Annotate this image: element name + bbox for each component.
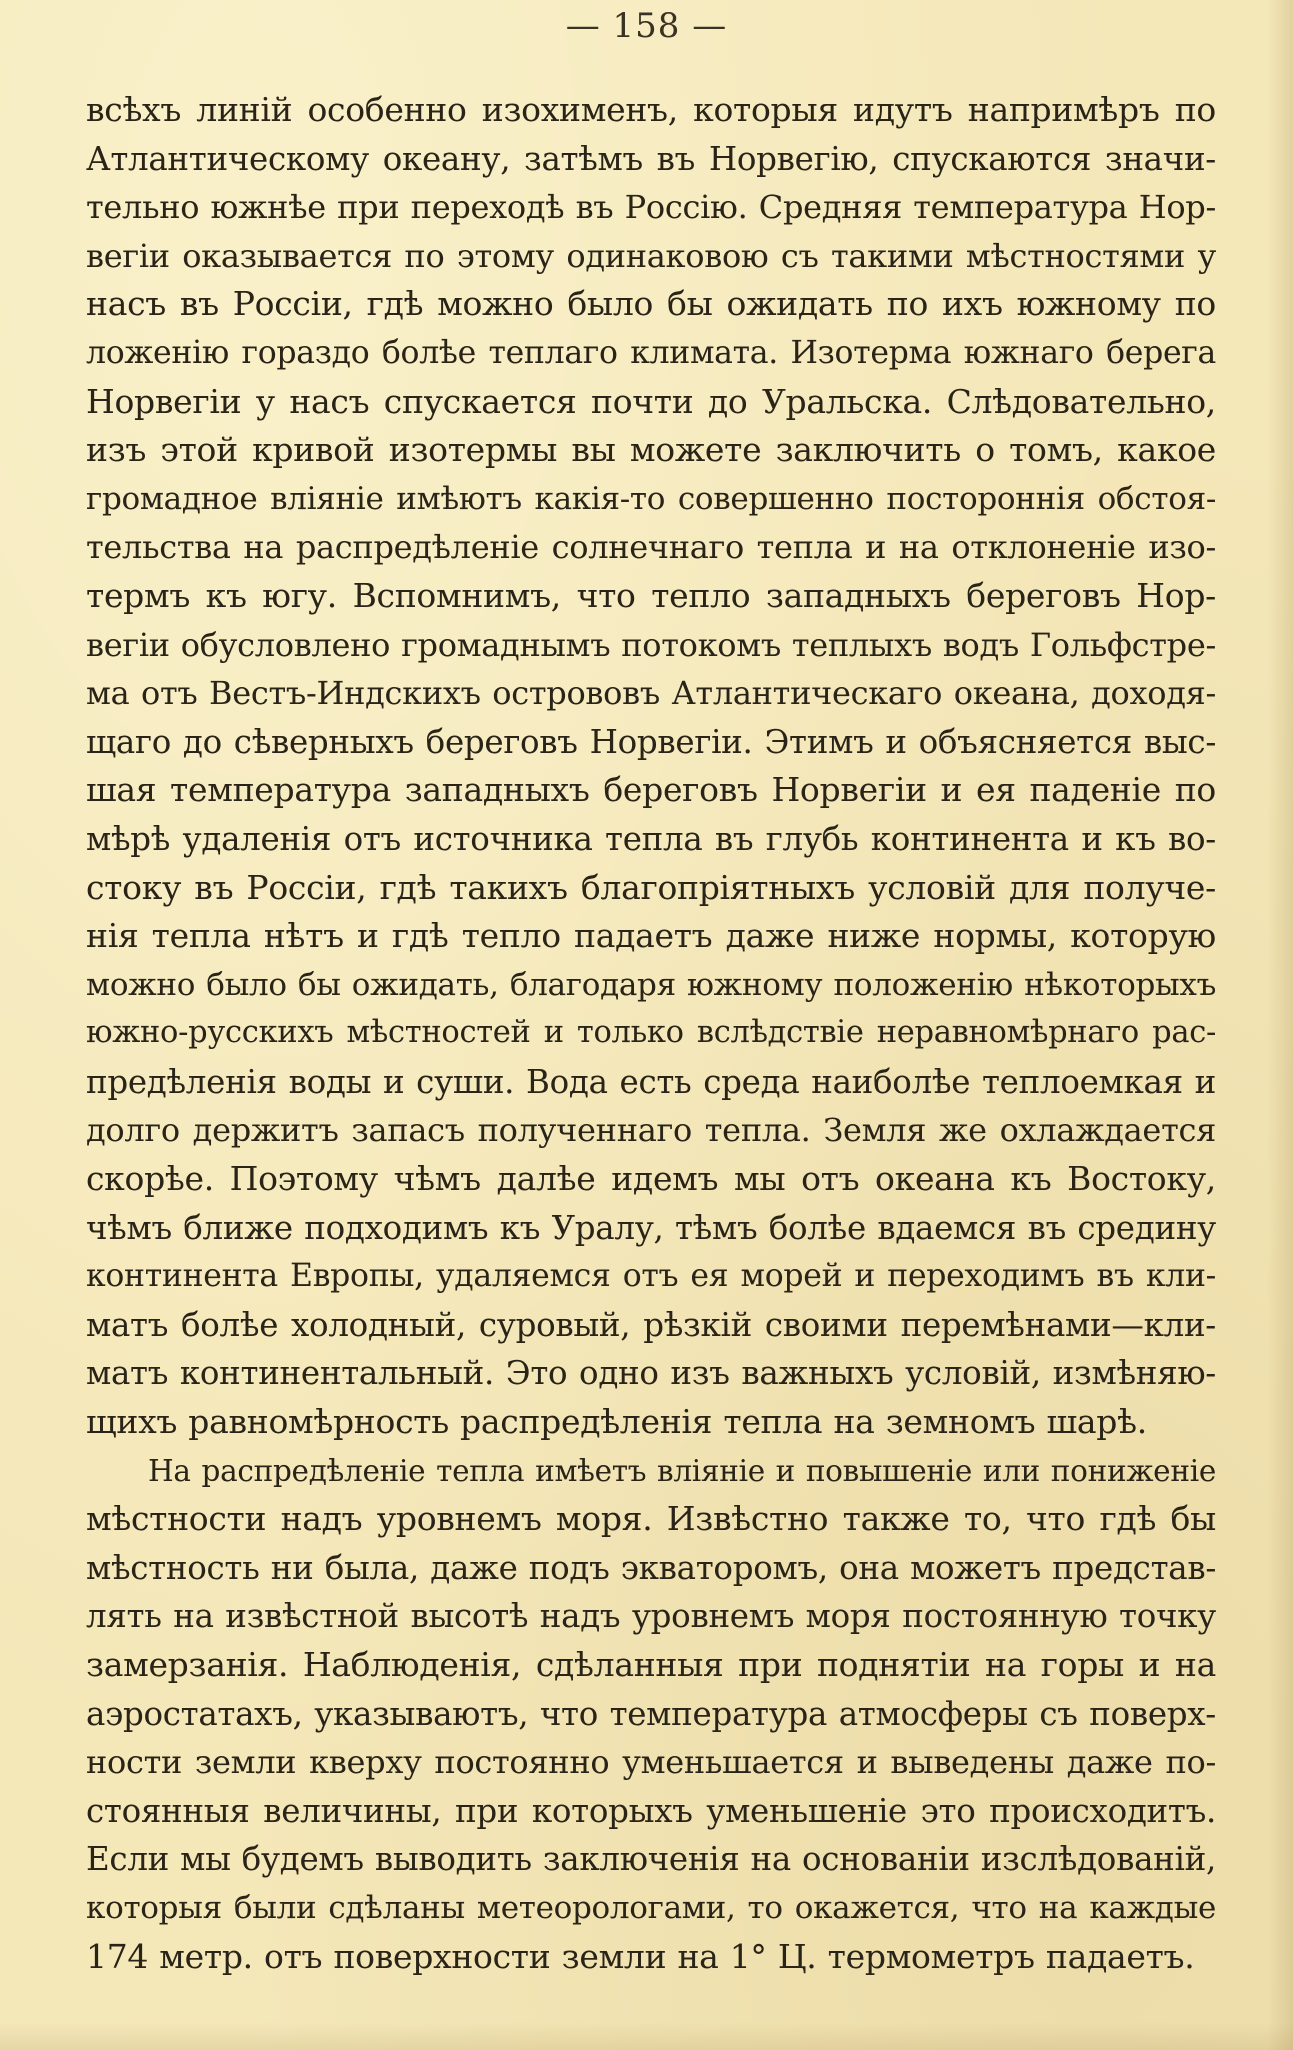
text-line: Атлантическому океану, затѣмъ въ Норвегію, спускаются значи-: [86, 139, 1216, 178]
text-line: шая температура западныхъ береговъ Норвегіи и ея паденіе по: [86, 770, 1216, 810]
page-number: — 158 —: [565, 6, 728, 46]
text-line: матъ болѣе холодный, суровый, рѣзкій своими перемѣнами—кли-: [86, 1305, 1216, 1344]
text-line: вегіи обусловлено громаднымъ потокомъ теплыхъ водъ Гольфстре-: [86, 625, 1216, 664]
text-line: щаго до сѣверныхъ береговъ Норвегіи. Этимъ и объясняется выс-: [86, 722, 1216, 761]
text-line: континента Европы, удаляемся отъ ея морей и переходимъ въ кли-: [86, 1258, 1216, 1295]
text-line: тельства на распредѣленіе солнечнаго тепла и на отклоненіе изо-: [86, 528, 1216, 567]
text-line: нія тепла нѣтъ и гдѣ тепло падаетъ даже ниже нормы, которую: [86, 916, 1216, 956]
text-line: ности земли кверху постоянно уменьшается и выведены даже по-: [86, 1743, 1216, 1782]
text-line: тельно южнѣе при переходѣ въ Россію. Средняя температура Нор-: [86, 188, 1216, 227]
text-line: замерзанія. Наблюденія, сдѣланныя при поднятіи на горы и на: [86, 1645, 1216, 1684]
text-line: скорѣе. Поэтому чѣмъ далѣе идемъ мы отъ океана къ Востоку,: [86, 1159, 1216, 1199]
text-line: вегіи оказывается по этому одинаковою съ такими мѣстностями у: [86, 236, 1216, 275]
text-line: громадное вліяніе имѣютъ какія-то совершенно постороннія обстоя-: [86, 480, 1216, 517]
text-line: Норвегіи у насъ спускается почти до Уральска. Слѣдовательно,: [86, 381, 1216, 421]
text-line: чѣмъ ближе подходимъ къ Уралу, тѣмъ болѣе вдаемся въ средину: [86, 1208, 1216, 1247]
text-line: которыя были сдѣланы метеорологами, то окажется, что на каждые: [86, 1889, 1216, 1926]
text-line: предѣленія воды и суши. Вода есть среда наиболѣе теплоемкая и: [86, 1062, 1216, 1101]
text-line: изъ этой кривой изотермы вы можете заключить о томъ, какое: [86, 430, 1216, 470]
text-line: матъ континентальный. Это одно изъ важныхъ условій, измѣняю-: [86, 1354, 1216, 1393]
text-line: мѣрѣ удаленія отъ источника тепла въ глубь континента и къ во-: [86, 819, 1216, 858]
text-line: мѣстности надъ уровнемъ моря. Извѣстно также то, что гдѣ бы: [86, 1499, 1216, 1539]
text-line: Если мы будемъ выводить заключенія на основаніи изслѣдованій,: [86, 1840, 1216, 1879]
text-line: долго держитъ запасъ полученнаго тепла. Земля же охлаждается: [86, 1111, 1216, 1150]
body-text: [86, 86, 1216, 1981]
page-edge-shadow: [1267, 0, 1293, 2050]
text-line: всѣхъ линій особенно изохименъ, которыя идутъ напримѣръ по: [86, 90, 1216, 129]
page-bottom-fade: [0, 2022, 1293, 2050]
text-line: На распредѣленіе тепла имѣетъ вліяніе и повышеніе или пониженіе: [148, 1453, 1216, 1488]
text-line: аэростатахъ, указываютъ, что температура атмосферы съ поверх-: [86, 1694, 1216, 1733]
text-line: ложенію гораздо болѣе теплаго климата. Изотерма южнаго берега: [86, 334, 1216, 371]
text-line: стоку въ Россіи, гдѣ такихъ благопріятныхъ условій для получе-: [86, 867, 1216, 907]
text-line: лять на извѣстной высотѣ надъ уровнемъ моря постоянную точку: [86, 1597, 1216, 1636]
text-line: насъ въ Россіи, гдѣ можно было бы ожидать по ихъ южному по: [86, 284, 1216, 324]
text-line: можно было бы ожидать, благодаря южному положенію нѣкоторыхъ: [86, 966, 1216, 1003]
text-line: 174 метр. отъ поверхности земли на 1° Ц. термометръ падаетъ.: [86, 1936, 1195, 1976]
text-line: ма отъ Вестъ-Индскихъ острововъ Атлантическаго океана, доходя-: [86, 674, 1216, 713]
text-line: стоянныя величины, при которыхъ уменьшеніе это происходитъ.: [86, 1791, 1216, 1830]
text-line: щихъ равномѣрность распредѣленія тепла на земномъ шарѣ.: [86, 1402, 1147, 1442]
text-line: мѣстность ни была, даже подъ экваторомъ, она можетъ представ-: [86, 1548, 1216, 1587]
text-line: южно-русскихъ мѣстностей и только вслѣдствіе неравномѣрнаго рас-: [86, 1015, 1216, 1051]
text-line: термъ къ югу. Вспомнимъ, что тепло западныхъ береговъ Нор-: [86, 575, 1216, 615]
